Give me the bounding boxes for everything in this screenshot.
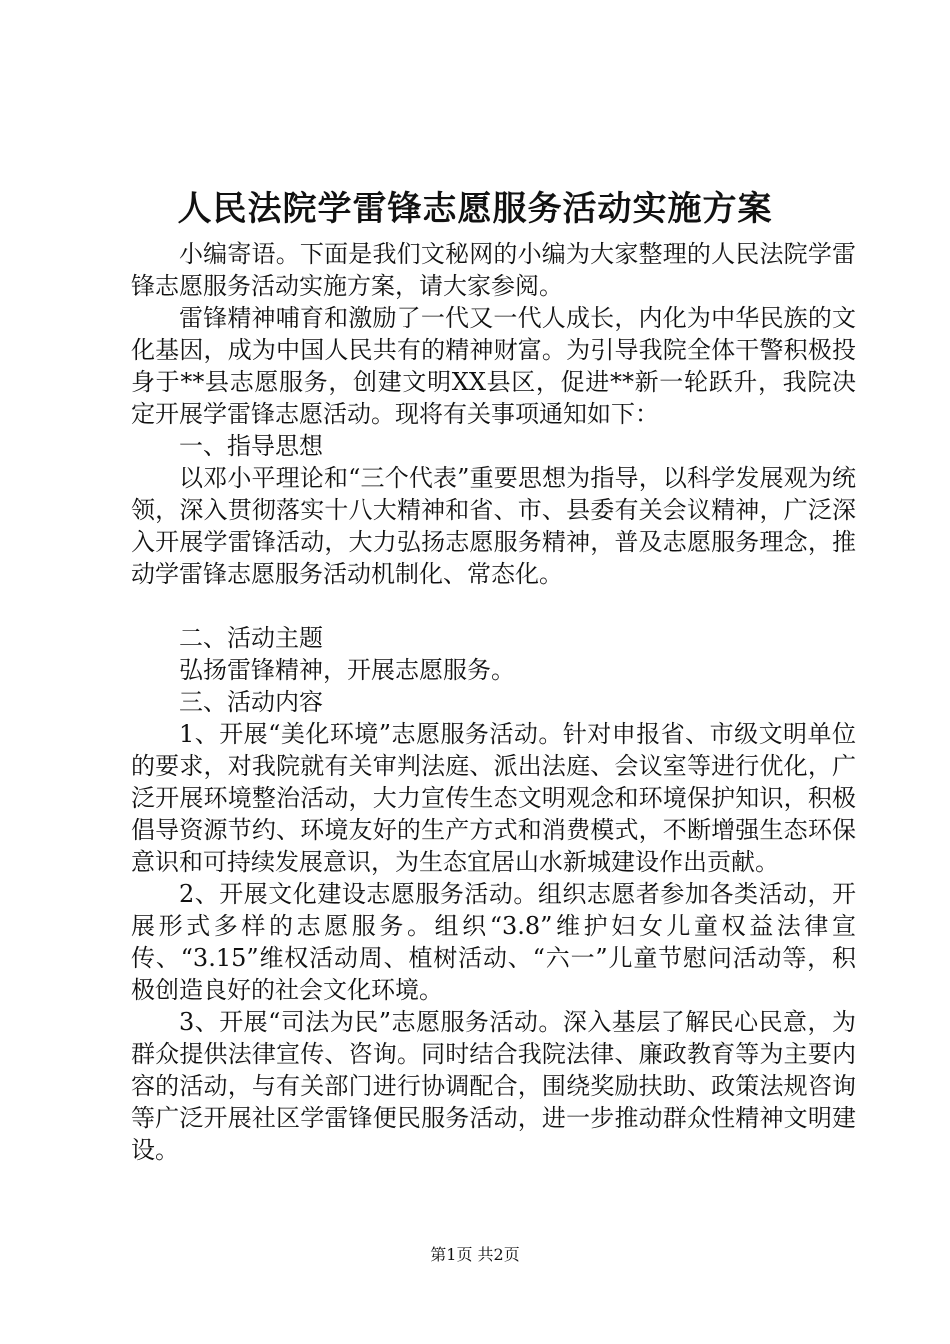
paragraph-content-item-3: 3、开展“司法为民”志愿服务活动。深入基层了解民心民意，为群众提供法律宣传、咨询。同时结合我院法律、廉政教育等为主要内容的活动，与有关部门进行协调配合，围绕奖励扶助、政策法规咨询等广泛开展社区学雷锋便民服务活动，进一步推动群众性精神文明建设。 [131,1008,856,1164]
paragraph-intro: 小编寄语。下面是我们文秘网的小编为大家整理的人民法院学雷锋志愿服务活动实施方案，请大家参阅。 [131,240,856,300]
section-heading-activity-theme: 二、活动主题 [179,624,323,652]
document-body [131,238,856,1166]
paragraph-guiding-thought: 以邓小平理论和“三个代表”重要思想为指导，以科学发展观为统领，深入贯彻落实十八大精神和省、市、县委有关会议精神，广泛深入开展学雷锋活动，大力弘扬志愿服务精神，普及志愿服务理念，推动学雷锋志愿服务活动机制化、常态化。 [131,464,856,588]
paragraph-background: 雷锋精神哺育和激励了一代又一代人成长，内化为中华民族的文化基因，成为中国人民共有的精神财富。为引导我院全体干警积极投身于**县志愿服务，创建文明XX县区，促进**新一轮跃升，我院决定开展学雷锋志愿活动。现将有关事项通知如下： [131,304,856,428]
document-title: 人民法院学雷锋志愿服务活动实施方案 [177,189,773,229]
page-number-footer: 第1页 共2页 [430,1245,520,1264]
paragraph-content-item-1: 1、开展“美化环境”志愿服务活动。针对申报省、市级文明单位的要求，对我院就有关审判法庭、派出法庭、会议室等进行优化，广泛开展环境整治活动，大力宣传生态文明观念和环境保护知识，积极倡导资源节约、环境友好的生产方式和消费模式，不断增强生态环保意识和可持续发展意识，为生态宜居山水新城建设作出贡献。 [131,720,856,876]
section-heading-activity-content: 三、活动内容 [179,688,323,716]
section-heading-guiding-thought: 一、指导思想 [179,432,323,460]
paragraph-activity-theme: 弘扬雷锋精神，开展志愿服务。 [179,656,515,684]
paragraph-content-item-2: 2、开展文化建设志愿服务活动。组织志愿者参加各类活动，开展形式多样的志愿服务。组织“3.8”维护妇女儿童权益法律宣传、“3.15”维权活动周、植树活动、“六一”儿童节慰问活动等，积极创造良好的社会文化环境。 [131,880,856,1004]
